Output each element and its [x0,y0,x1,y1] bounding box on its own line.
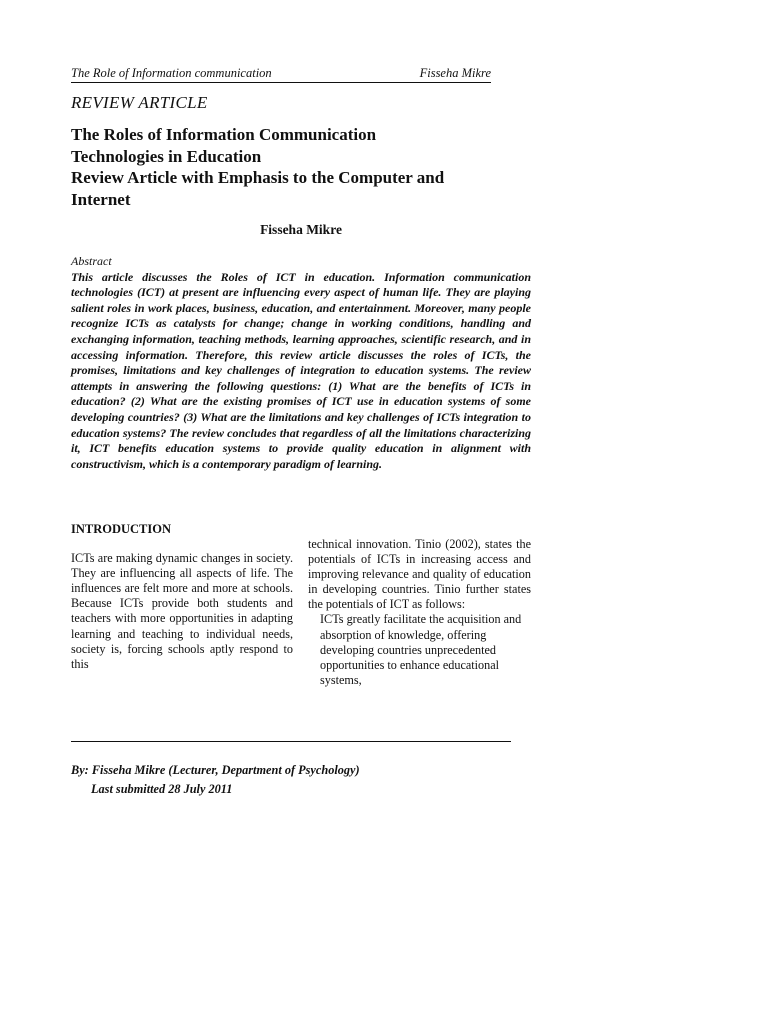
running-head-title: The Role of Information communication [71,66,272,80]
block-quote: ICTs greatly facilitate the acquisition and absorption of knowledge, offering developing countries unprecedented opportunities to enhance educational systems, [320,612,522,687]
footnote-divider [71,741,511,742]
footnote-submitted-date: Last submitted 28 July 2011 [91,782,233,796]
abstract-heading: Abstract [71,254,112,268]
intro-left-column [71,522,293,672]
title-line: Review Article with Emphasis to the Computer and [71,168,445,187]
title-line: The Roles of Information Communication [71,125,377,144]
title-line: Technologies in Education [71,146,262,166]
abstract [71,254,531,472]
article-type: REVIEW ARTICLE [71,93,208,112]
running-head-author: Fisseha Mikre [419,66,491,80]
abstract-body: This article discusses the Roles of ICT in education. Information communication technologies (ICT) at present are influencing every aspect of human life. They are playing salient roles in work places, business, education, and entertainment. Moreover, many people recognize ICTs as catalysts for change; change in working conditions, handling and exchanging information, teaching methods, learning approaches, scientific research, and in accessing information. Therefore, this review article discusses the roles of ICTs, the promises, limitations and key challenges of integration to education systems. The review attempts in answering the following questions: (1) What are the benefits of ICTs in education? (2) What are the existing promises of ICT use in education systems of some developing countries? (3) What are the limitations and key challenges of ICTs integration to education systems? The review concludes that regardless of all the limitations characterizing it, ICT benefits education systems to provide quality education in alignment with constructivism, which is a contemporary paradigm of learning. [71,269,531,471]
intro-right-column [308,537,531,688]
running-head [71,66,491,83]
section-heading-introduction: INTRODUCTION [71,522,172,536]
author-name: Fisseha Mikre [260,222,342,237]
intro-paragraph-continued: technical innovation. Tinio (2002), states the potentials of ICTs in increasing access and improving relevance and quality of education in developing countries. Tinio further states the potentials of ICT as follows: [308,537,531,612]
intro-paragraph: ICTs are making dynamic changes in society. They are influencing all aspects of life. The influences are felt more and more at schools. Because ICTs provide both students and teachers with more opportunities in adapting learning and teaching to individual needs, society is, forcing schools aptly respond to this [71,551,293,671]
title-line: Internet [71,189,131,209]
footnote-byline: By: Fisseha Mikre (Lecturer, Department of Psychology) [71,763,360,777]
article-title [71,124,511,210]
